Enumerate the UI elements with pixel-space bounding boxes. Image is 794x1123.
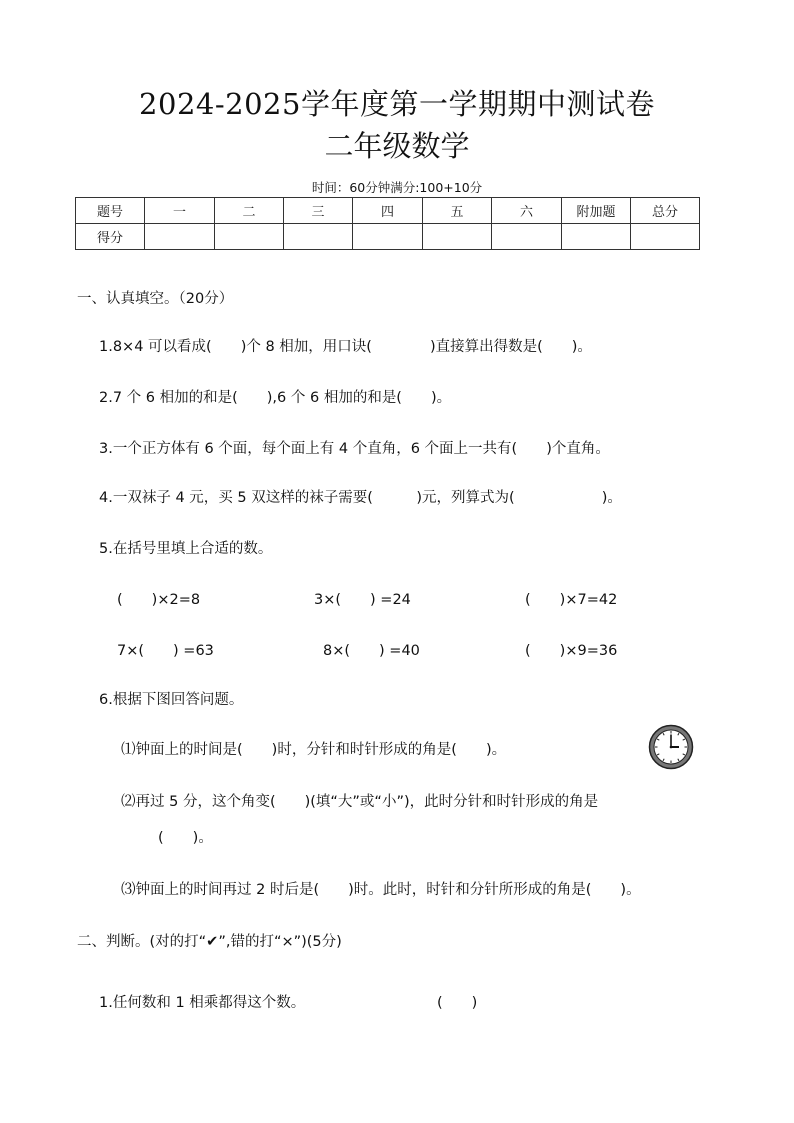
question-1-5: 5.在括号里填上合适的数。 [99, 541, 273, 557]
score-cell[interactable] [145, 224, 215, 250]
question-1-6-2-continued: ( )。 [158, 830, 213, 846]
time-info: 时间：60分钟满分:100+10分 [311, 180, 483, 195]
fill-equation: ( )×2=8 [117, 592, 201, 608]
question-1-4: 4.一双袜子 4 元，买 5 双这样的袜子需要( )元，列算式为( )。 [99, 490, 622, 506]
score-cell[interactable] [284, 224, 353, 250]
question-1-6: 6.根据下图回答问题。 [99, 692, 244, 708]
score-table-score-row [76, 224, 700, 250]
score-cell[interactable] [353, 224, 423, 250]
score-cell[interactable] [492, 224, 562, 250]
score-header-cell: 一 [145, 198, 215, 224]
judge-question-1: 1.任何数和 1 相乘都得这个数。 [99, 995, 306, 1011]
score-table-header-row [76, 198, 700, 224]
page-subtitle: 二年级数学 [324, 129, 470, 163]
score-row-label: 得分 [76, 224, 145, 250]
score-cell[interactable] [562, 224, 631, 250]
question-1-3: 3.一个正方体有 6 个面，每个面上有 4 个直角，6 个面上一共有( )个直角。 [99, 441, 610, 457]
question-1-6-2: ⑵再过 5 分，这个角变( )(填“大”或“小”)，此时分针和时针形成的角是 [121, 794, 599, 810]
score-cell[interactable] [423, 224, 492, 250]
score-header-cell: 题号 [76, 198, 145, 224]
score-header-cell: 五 [423, 198, 492, 224]
score-header-cell: 四 [353, 198, 423, 224]
score-cell[interactable] [631, 224, 700, 250]
fill-equation: 8×( ) =40 [323, 643, 420, 659]
judge-answer-blank: ( ) [437, 995, 478, 1011]
page-title: 2024-2025学年度第一学期期中测试卷 [139, 87, 655, 121]
fill-equation: 7×( ) =63 [117, 643, 214, 659]
question-1-1: 1.8×4 可以看成( )个 8 相加，用口诀( )直接算出得数是( )。 [99, 339, 592, 355]
question-1-6-3: ⑶钟面上的时间再过 2 时后是( )时。此时，时针和分针所形成的角是( )。 [121, 882, 641, 898]
score-table [75, 197, 700, 250]
score-header-cell: 附加题 [562, 198, 631, 224]
question-1-6-1: ⑴钟面上的时间是( )时，分针和时针形成的角是( )。 [121, 742, 507, 758]
section1-heading: 一、认真填空。（20分） [77, 291, 234, 307]
analog-clock-icon [648, 724, 694, 770]
score-header-cell: 六 [492, 198, 562, 224]
fill-equation: 3×( ) =24 [314, 592, 411, 608]
score-cell[interactable] [215, 224, 284, 250]
section2-heading: 二、判断。(对的打“✔”,错的打“×”)(5分) [77, 934, 342, 950]
score-header-cell: 二 [215, 198, 284, 224]
question-1-2: 2.7 个 6 相加的和是( ),6 个 6 相加的和是( )。 [99, 390, 452, 406]
score-header-cell: 总分 [631, 198, 700, 224]
fill-equation: ( )×9=36 [525, 643, 618, 659]
score-header-cell: 三 [284, 198, 353, 224]
fill-equation: ( )×7=42 [525, 592, 618, 608]
